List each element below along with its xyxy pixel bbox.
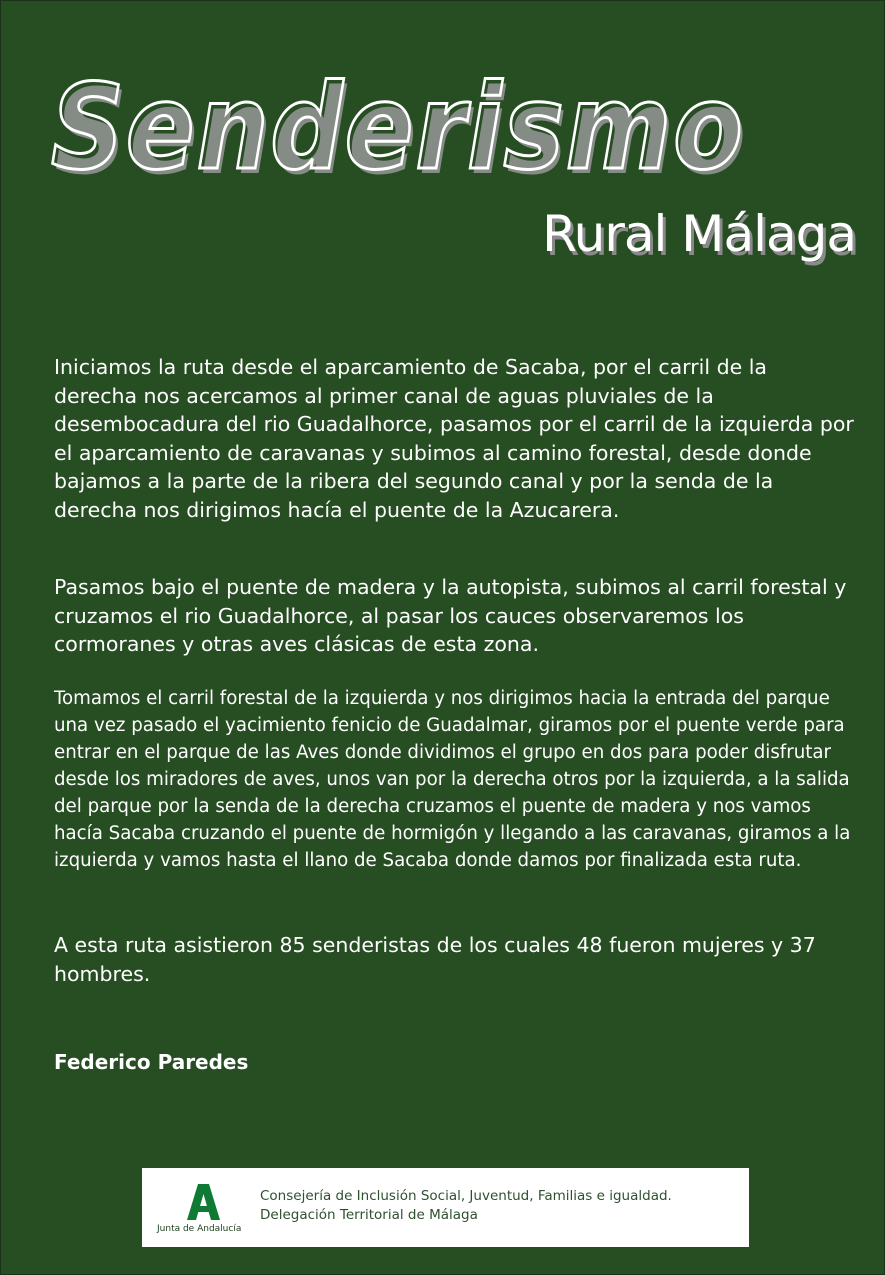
- logo-label: Junta de Andalucía: [157, 1224, 242, 1234]
- junta-de-andalucia-logo-icon: [157, 1180, 242, 1240]
- page-title: Senderismo: [51, 58, 745, 196]
- paragraph-attendance: A esta ruta asistieron 85 senderistas de los cuales 48 fueron mujeres y 37 hombres.: [54, 933, 816, 986]
- footer-delegation-text: Delegación Territorial de Málaga: [260, 1207, 478, 1223]
- author-name: Federico Paredes: [54, 1050, 249, 1074]
- paragraph-route-start: Iniciamos la ruta desde el aparcamiento de Sacaba, por el carril de la derecha nos acercamos al primer canal de aguas pluviales de la desembocadura del rio Guadalhorce, pasamos por el carril de la izquierda por el aparcamiento de caravanas y subimos al camino forestal, desde donde bajamos a la parte de la ribera del segundo canal y por la senda de la derecha nos dirigimos hacía el puente de la Azucarera.: [54, 355, 854, 522]
- logo-a-mark: [157, 1180, 242, 1224]
- footer-banner: [142, 1168, 749, 1247]
- page-subtitle: Rural Málaga: [542, 205, 856, 263]
- paragraph-park-visit: Tomamos el carril forestal de la izquierda y nos dirigimos hacia la entrada del parque una vez pasado el yacimiento fenicio de Guadalmar, giramos por el puente verde para entrar en el parque de las Aves donde dividimos el grupo en dos para poder disfrutar desde los miradores de aves, unos van por la derecha otros por la izquierda, a la salida del parque por la senda de la derecha cruzamos el puente de madera y nos vamos hacía Sacaba cruzando el puente de hormigón y llegando a las caravanas, giramos a la izquierda y vamos hasta el llano de Sacaba donde damos por finalizada esta ruta.: [54, 688, 851, 871]
- footer-ministry-text: Consejería de Inclusión Social, Juventud, Familias e igualdad.: [260, 1188, 672, 1204]
- paragraph-river-crossing: Pasamos bajo el puente de madera y la autopista, subimos al carril forestal y cruzamos el rio Guadalhorce, al pasar los cauces observaremos los cormoranes y otras aves clásicas de esta zona.: [54, 575, 847, 656]
